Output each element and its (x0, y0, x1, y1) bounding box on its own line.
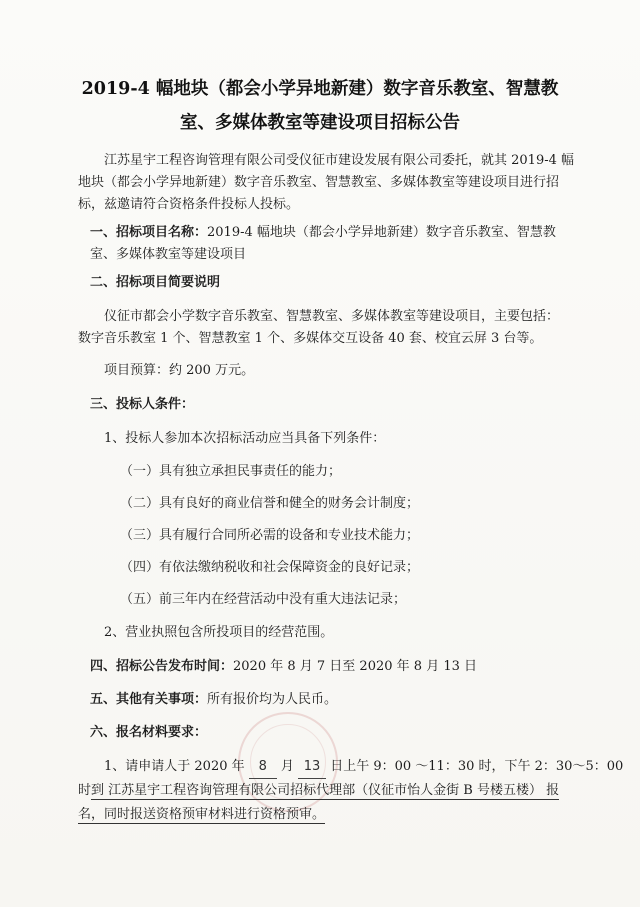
condition-item-5: （五）前三年内在经营活动中没有重大违法记录； (120, 592, 407, 607)
section-2-budget: 项目预算：约 200 万元。 (104, 363, 255, 378)
section-6-line-2 (78, 780, 559, 802)
section-6-label: 六、报名材料要求： (90, 725, 208, 740)
condition-item-4: （四）有依法缴纳税收和社会保障资金的良好记录； (120, 560, 420, 575)
section-4-label: 四、招标公告发布时间： (90, 659, 234, 674)
condition-item-1: （一）具有独立承担民事责任的能力； (120, 464, 342, 479)
section-6-line-3 (78, 804, 325, 826)
section-3-label: 三、投标人条件： (90, 397, 195, 412)
section-3-item-1: 1、投标人参加本次招标活动应当具备下列条件： (104, 431, 386, 446)
section-1 (90, 222, 560, 266)
title-line-1: 2019-4 幅地块（都会小学异地新建）数字音乐教室、智慧教 (81, 79, 559, 99)
section-5-label: 五、其他有关事项： (90, 692, 208, 707)
section-3-item-2: 2、营业执照包含所投项目的经营范围。 (104, 625, 334, 640)
section-4 (90, 656, 477, 678)
registration-text-pre: 1、请申请人于 2020 年 (104, 759, 245, 774)
title-line-2: 室、多媒体教室等建设项目招标公告 (180, 113, 460, 133)
document-title (60, 72, 580, 140)
handwritten-day: 13 (298, 756, 326, 779)
section-2-line-1: 仪征市都会小学数字音乐教室、智慧教室、多媒体教室等建设项目，主要包括： (104, 309, 560, 324)
registration-text-month-unit: 月 (280, 759, 294, 774)
section-2-label: 二、招标项目简要说明 (90, 275, 221, 290)
section-4-text: 2020 年 8 月 7 日至 2020 年 8 月 13 日 (233, 659, 477, 674)
registration-address: 到 江苏星宇工程咨询管理有限公司招标代理部（仪征市怡人金街 B 号楼五楼） 报 (91, 783, 560, 798)
handwritten-month: 8 (249, 756, 277, 779)
section-6-line-1 (104, 756, 623, 779)
section-5-text: 所有报价均为人民币。 (207, 692, 338, 707)
registration-text-post: 日上午 9：00 ～11：30 时，下午 2：30～5：00 (330, 759, 624, 774)
section-1-text: 2019-4 幅地块（都会小学异地新建）数字音乐教室、智慧教室、多媒体教室等建设项目 (90, 225, 556, 262)
registration-line-3: 名，同时报送资格预审材料进行资格预审。 (78, 807, 326, 822)
registration-line-2-pre: 时 (78, 783, 92, 798)
condition-item-3: （三）具有履行合同所必需的设备和专业技术能力； (120, 528, 420, 543)
section-2-line-2: 数字音乐教室 1 个、智慧教室 1 个、多媒体交互设备 40 套、校宜云屏 3 台等。 (78, 331, 543, 346)
section-1-label: 一、招标项目名称： (90, 225, 208, 240)
intro-paragraph: 江苏星宇工程咨询管理有限公司受仪征市建设发展有限公司委托，就其 2019-4 幅地块（都会小学异地新建）数字音乐教室、智慧教室、多媒体教室等建设项目进行招标，兹邀请符合资格条件投标人投标。 (78, 153, 575, 212)
condition-item-2: （二）具有良好的商业信誉和健全的财务会计制度； (120, 496, 420, 511)
section-5 (90, 689, 337, 711)
